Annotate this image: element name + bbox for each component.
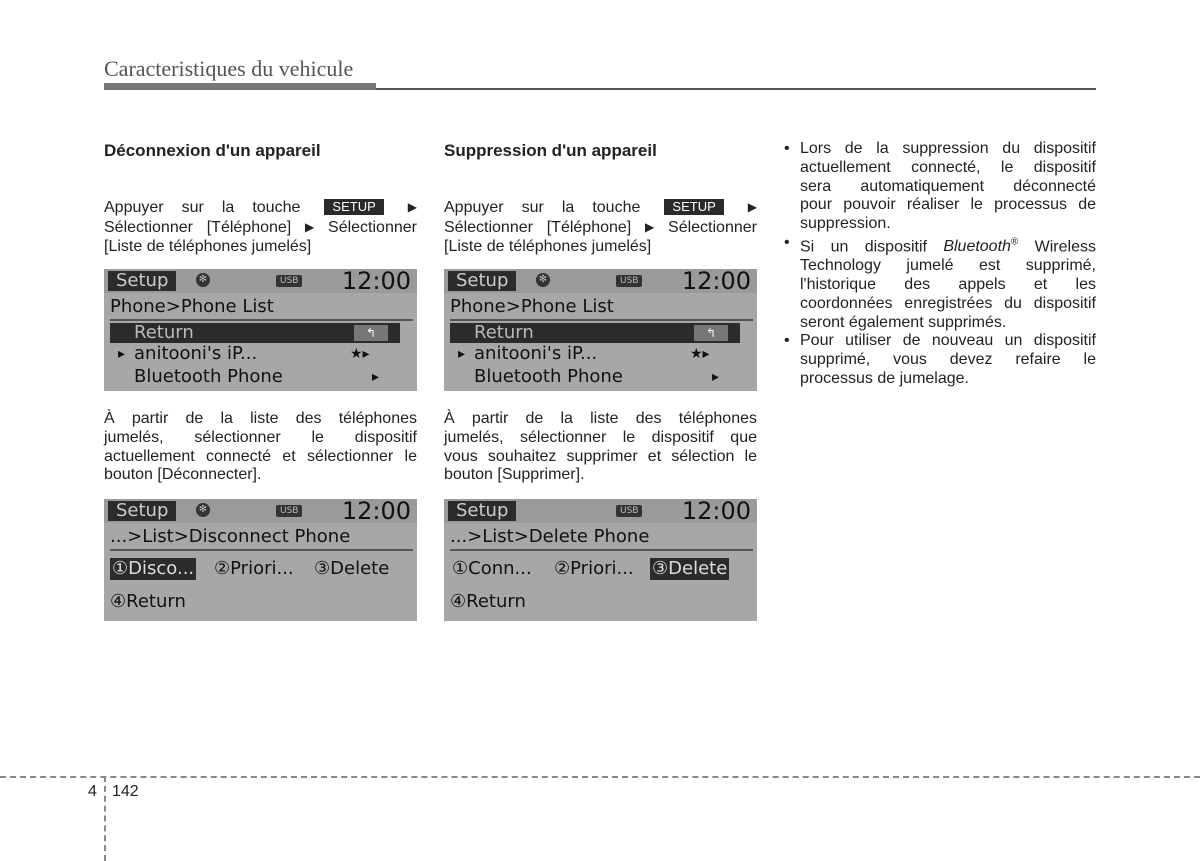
lcd-option-return: ④Return <box>450 591 526 612</box>
intro-line-3: [Liste de téléphones jumelés] <box>104 237 312 255</box>
note-line: Technology jumelé est supprimé, <box>800 257 1096 275</box>
lcd-option-delete: ③Delete <box>652 558 728 579</box>
footer-divider <box>0 776 1200 778</box>
note-text: Wireless <box>1034 238 1096 256</box>
lcd-delete-phone <box>444 499 757 621</box>
page-number: 142 <box>112 783 139 800</box>
usb-icon: USB <box>276 505 302 517</box>
bluetooth-icon: ✻ <box>536 273 550 287</box>
lcd-phone-list <box>104 269 417 391</box>
registered-mark: ® <box>1010 236 1019 248</box>
lcd-list-item-iphone: anitooni's iP... <box>134 343 258 364</box>
bluetooth-brand-text <box>943 238 1018 255</box>
lcd-option-disconnect: ①Disco... <box>112 558 195 579</box>
lcd-phone-list <box>444 269 757 391</box>
arrow-right-icon: ▶ <box>305 219 315 234</box>
return-icon: ↰ <box>694 325 728 341</box>
bluetooth-italic: Bluetooth <box>943 238 1011 256</box>
lcd-breadcrumb: Phone>Phone List <box>110 296 274 317</box>
intro-line-3: [Liste de téléphones jumelés] <box>444 237 652 255</box>
lcd-option-priority: ②Priori... <box>214 558 294 579</box>
intro-text: Appuyer sur la touche <box>104 199 301 216</box>
intro-text: Sélectionner <box>668 218 757 236</box>
lcd-breadcrumb: Phone>Phone List <box>450 296 614 317</box>
note-line: seront également supprimés. <box>800 313 1007 331</box>
note-text: Si un dispositif <box>800 238 927 256</box>
chevron-right-icon: ▸ <box>712 369 720 385</box>
return-icon: ↰ <box>354 325 388 341</box>
section-heading-disconnect: Déconnexion d'un appareil <box>104 141 321 160</box>
intro-text: Sélectionner [Téléphone] <box>444 218 632 236</box>
note-item <box>784 140 1096 234</box>
note-line: l'historique des appels et les <box>800 275 1096 293</box>
lcd-setup-label: Setup <box>448 501 516 521</box>
lcd-option-priority: ②Priori... <box>554 558 634 579</box>
note-item <box>784 332 1096 388</box>
intro-line-1 <box>104 198 417 218</box>
intro-text: Sélectionner [Téléphone] <box>104 218 292 236</box>
header-rule-thin <box>376 88 1096 90</box>
notes-list <box>784 140 1096 389</box>
lcd-breadcrumb: ...>List>Delete Phone <box>450 526 650 547</box>
lcd-setup-label: Setup <box>108 271 176 291</box>
setup-key-badge: SETUP <box>324 199 383 215</box>
note-line: Pour utiliser de nouveau un dispositif <box>800 332 1096 350</box>
lcd-clock: 12:00 <box>341 269 411 295</box>
bullet-dot: • <box>784 332 790 350</box>
lcd-breadcrumb: ...>List>Disconnect Phone <box>110 526 351 547</box>
body-line: vous souhaitez supprimer et sélection le <box>444 447 757 465</box>
header-title: Caracteristiques du vehicule <box>104 56 354 81</box>
arrow-right-icon: ▶ <box>407 200 418 214</box>
footer-vertical-divider <box>104 776 106 861</box>
note-line: processus de jumelage. <box>800 369 969 387</box>
lcd-divider <box>110 549 413 551</box>
usb-icon: USB <box>616 275 642 287</box>
lcd-divider <box>450 319 753 321</box>
note-line: actuellement connecté, le dispositif <box>800 158 1096 176</box>
lcd-setup-label: Setup <box>108 501 176 521</box>
chevron-right-icon: ▸ <box>118 346 126 362</box>
bluetooth-icon: ✻ <box>196 503 210 517</box>
note-item <box>784 234 1096 332</box>
note-line: coordonnées enregistrées du dispositif <box>800 294 1096 312</box>
body-line: À partir de la liste des téléphones <box>444 410 757 427</box>
lcd-divider <box>110 319 413 321</box>
body-line: jumelés, sélectionner le dispositif <box>104 428 417 446</box>
lcd-divider <box>450 549 753 551</box>
star-icon: ★▸ <box>690 346 710 362</box>
body-paragraph <box>104 410 417 485</box>
note-line: suppression. <box>800 215 891 233</box>
note-line: sera automatiquement déconnecté <box>800 177 1096 195</box>
chapter-number: 4 <box>88 783 97 800</box>
bullet-dot: • <box>784 140 790 157</box>
lcd-list-item-iphone: anitooni's iP... <box>474 343 598 364</box>
chevron-right-icon: ▸ <box>372 369 380 385</box>
lcd-option-return: ④Return <box>110 591 186 612</box>
note-line <box>800 234 1096 257</box>
lcd-list-item-bluetooth-phone: Bluetooth Phone <box>474 366 623 387</box>
lcd-clock: 12:00 <box>681 499 751 525</box>
lcd-return-item: Return <box>134 322 194 343</box>
arrow-right-icon: ▶ <box>747 200 758 214</box>
note-line: supprimé, vous devez refaire le <box>800 351 1096 369</box>
lcd-clock: 12:00 <box>681 269 751 295</box>
usb-icon: USB <box>276 275 302 287</box>
intro-paragraph <box>444 198 757 256</box>
body-paragraph <box>444 410 757 485</box>
intro-line-1 <box>444 198 757 218</box>
bluetooth-icon: ✻ <box>196 273 210 287</box>
usb-icon: USB <box>616 505 642 517</box>
lcd-list-item-bluetooth-phone: Bluetooth Phone <box>134 366 283 387</box>
body-line: bouton [Déconnecter]. <box>104 466 262 484</box>
intro-paragraph <box>104 198 417 256</box>
section-heading-delete: Suppression d'un appareil <box>444 141 657 160</box>
body-line: À partir de la liste des téléphones <box>104 410 417 427</box>
intro-line-2 <box>444 218 757 238</box>
bullet-dot: • <box>784 233 790 251</box>
star-icon: ★▸ <box>350 346 370 362</box>
header-rule-thick <box>104 83 376 90</box>
lcd-return-item: Return <box>474 322 534 343</box>
body-line: actuellement connecté et sélectionner le <box>104 447 417 465</box>
intro-line-2 <box>104 218 417 238</box>
note-line: Lors de la suppression du dispositif <box>800 140 1096 157</box>
note-line: pour pouvoir réaliser le processus de <box>800 196 1096 214</box>
lcd-clock: 12:00 <box>341 499 411 525</box>
body-line: jumelés, sélectionner le dispositif que <box>444 428 757 446</box>
chevron-right-icon: ▸ <box>458 346 466 362</box>
arrow-right-icon: ▶ <box>645 219 655 234</box>
intro-text: Sélectionner <box>328 218 417 236</box>
lcd-disconnect-phone <box>104 499 417 621</box>
lcd-setup-label: Setup <box>448 271 516 291</box>
lcd-option-delete: ③Delete <box>314 558 390 579</box>
body-line: bouton [Supprimer]. <box>444 466 585 484</box>
intro-text: Appuyer sur la touche <box>444 199 641 216</box>
setup-key-badge: SETUP <box>664 199 723 215</box>
lcd-option-connect: ①Conn... <box>452 558 532 579</box>
